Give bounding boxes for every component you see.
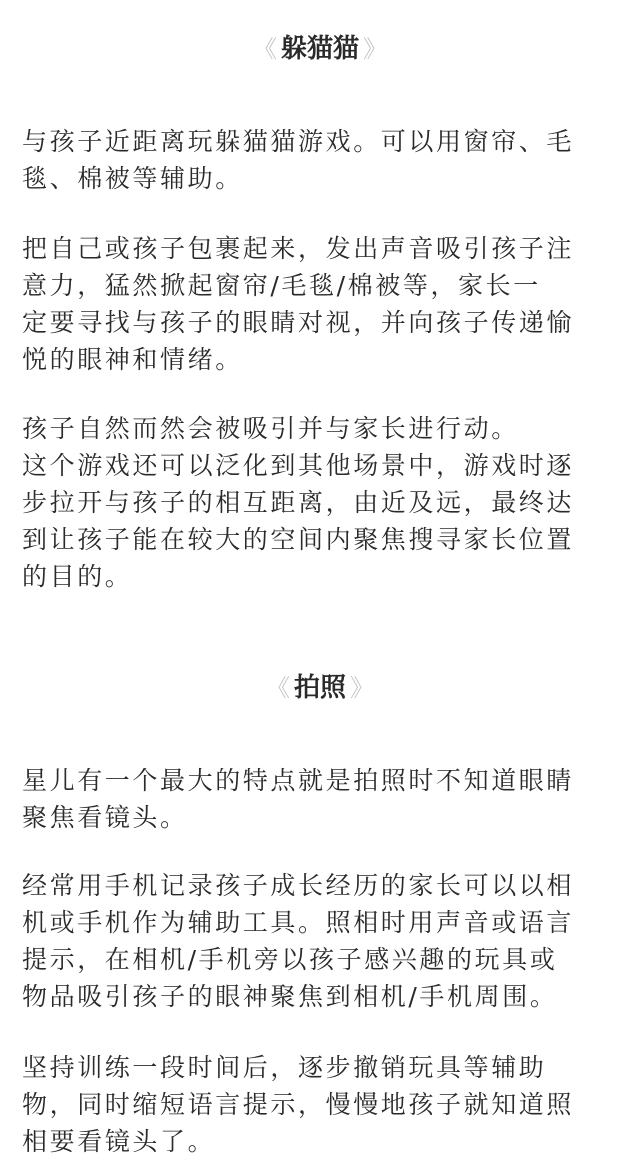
- section-title-text: 躲猫猫: [280, 34, 359, 64]
- text-line: 物，同时缩短语言提示，慢慢地孩子就知道照: [22, 1090, 575, 1119]
- text-line: 孩子自然而然会被吸引并与家长进行动。: [22, 414, 519, 443]
- section-title-text: 拍照: [293, 673, 346, 703]
- text-line: 毯、棉被等辅助。: [22, 164, 243, 193]
- paragraph: [22, 230, 622, 378]
- text-line: 的目的。: [22, 562, 133, 591]
- right-bracket-ornament: 》: [350, 674, 374, 702]
- paragraph: [22, 867, 622, 1015]
- text-line: 提示，在相机/手机旁以孩子感兴趣的玩具或: [22, 945, 558, 974]
- text-line: 聚焦看镜头。: [22, 803, 188, 832]
- text-line: 物品吸引孩子的眼神聚焦到相机/手机周围。: [22, 982, 558, 1011]
- text-line: 意力，猛然掀起窗帘/毛毯/棉被等，家长一: [22, 271, 541, 300]
- paragraph: [22, 410, 622, 595]
- text-line: 与孩子近距离玩躲猫猫游戏。可以用窗帘、毛: [22, 127, 575, 156]
- section-title-hide-and-seek: [0, 32, 640, 66]
- text-line: 这个游戏还可以泛化到其他场景中，游戏时逐: [22, 451, 575, 480]
- text-line: 步拉开与孩子的相互距离，由近及远，最终达: [22, 488, 575, 517]
- section-title-photo: [0, 671, 640, 705]
- left-bracket-ornament: 《: [252, 35, 277, 63]
- text-line: 机或手机作为辅助工具。照相时用声音或语言: [22, 908, 575, 937]
- paragraph: [22, 123, 622, 197]
- text-line: 坚持训练一段时间后，逐步撤销玩具等辅助: [22, 1053, 547, 1082]
- text-line: 星儿有一个最大的特点就是拍照时不知道眼睛: [22, 766, 575, 795]
- text-line: 相要看镜头了。: [22, 1127, 216, 1156]
- right-bracket-ornament: 》: [363, 35, 387, 63]
- text-line: 经常用手机记录孩子成长经历的家长可以以相: [22, 871, 575, 900]
- text-line: 定要寻找与孩子的眼睛对视，并向孩子传递愉: [22, 308, 575, 337]
- left-bracket-ornament: 《: [265, 674, 290, 702]
- paragraph: [22, 762, 622, 836]
- paragraph: [22, 1049, 622, 1160]
- text-line: 悦的眼神和情绪。: [22, 345, 243, 374]
- text-line: 到让孩子能在较大的空间内聚焦搜寻家长位置: [22, 525, 575, 554]
- text-line: 把自己或孩子包裹起来，发出声音吸引孩子注: [22, 234, 575, 263]
